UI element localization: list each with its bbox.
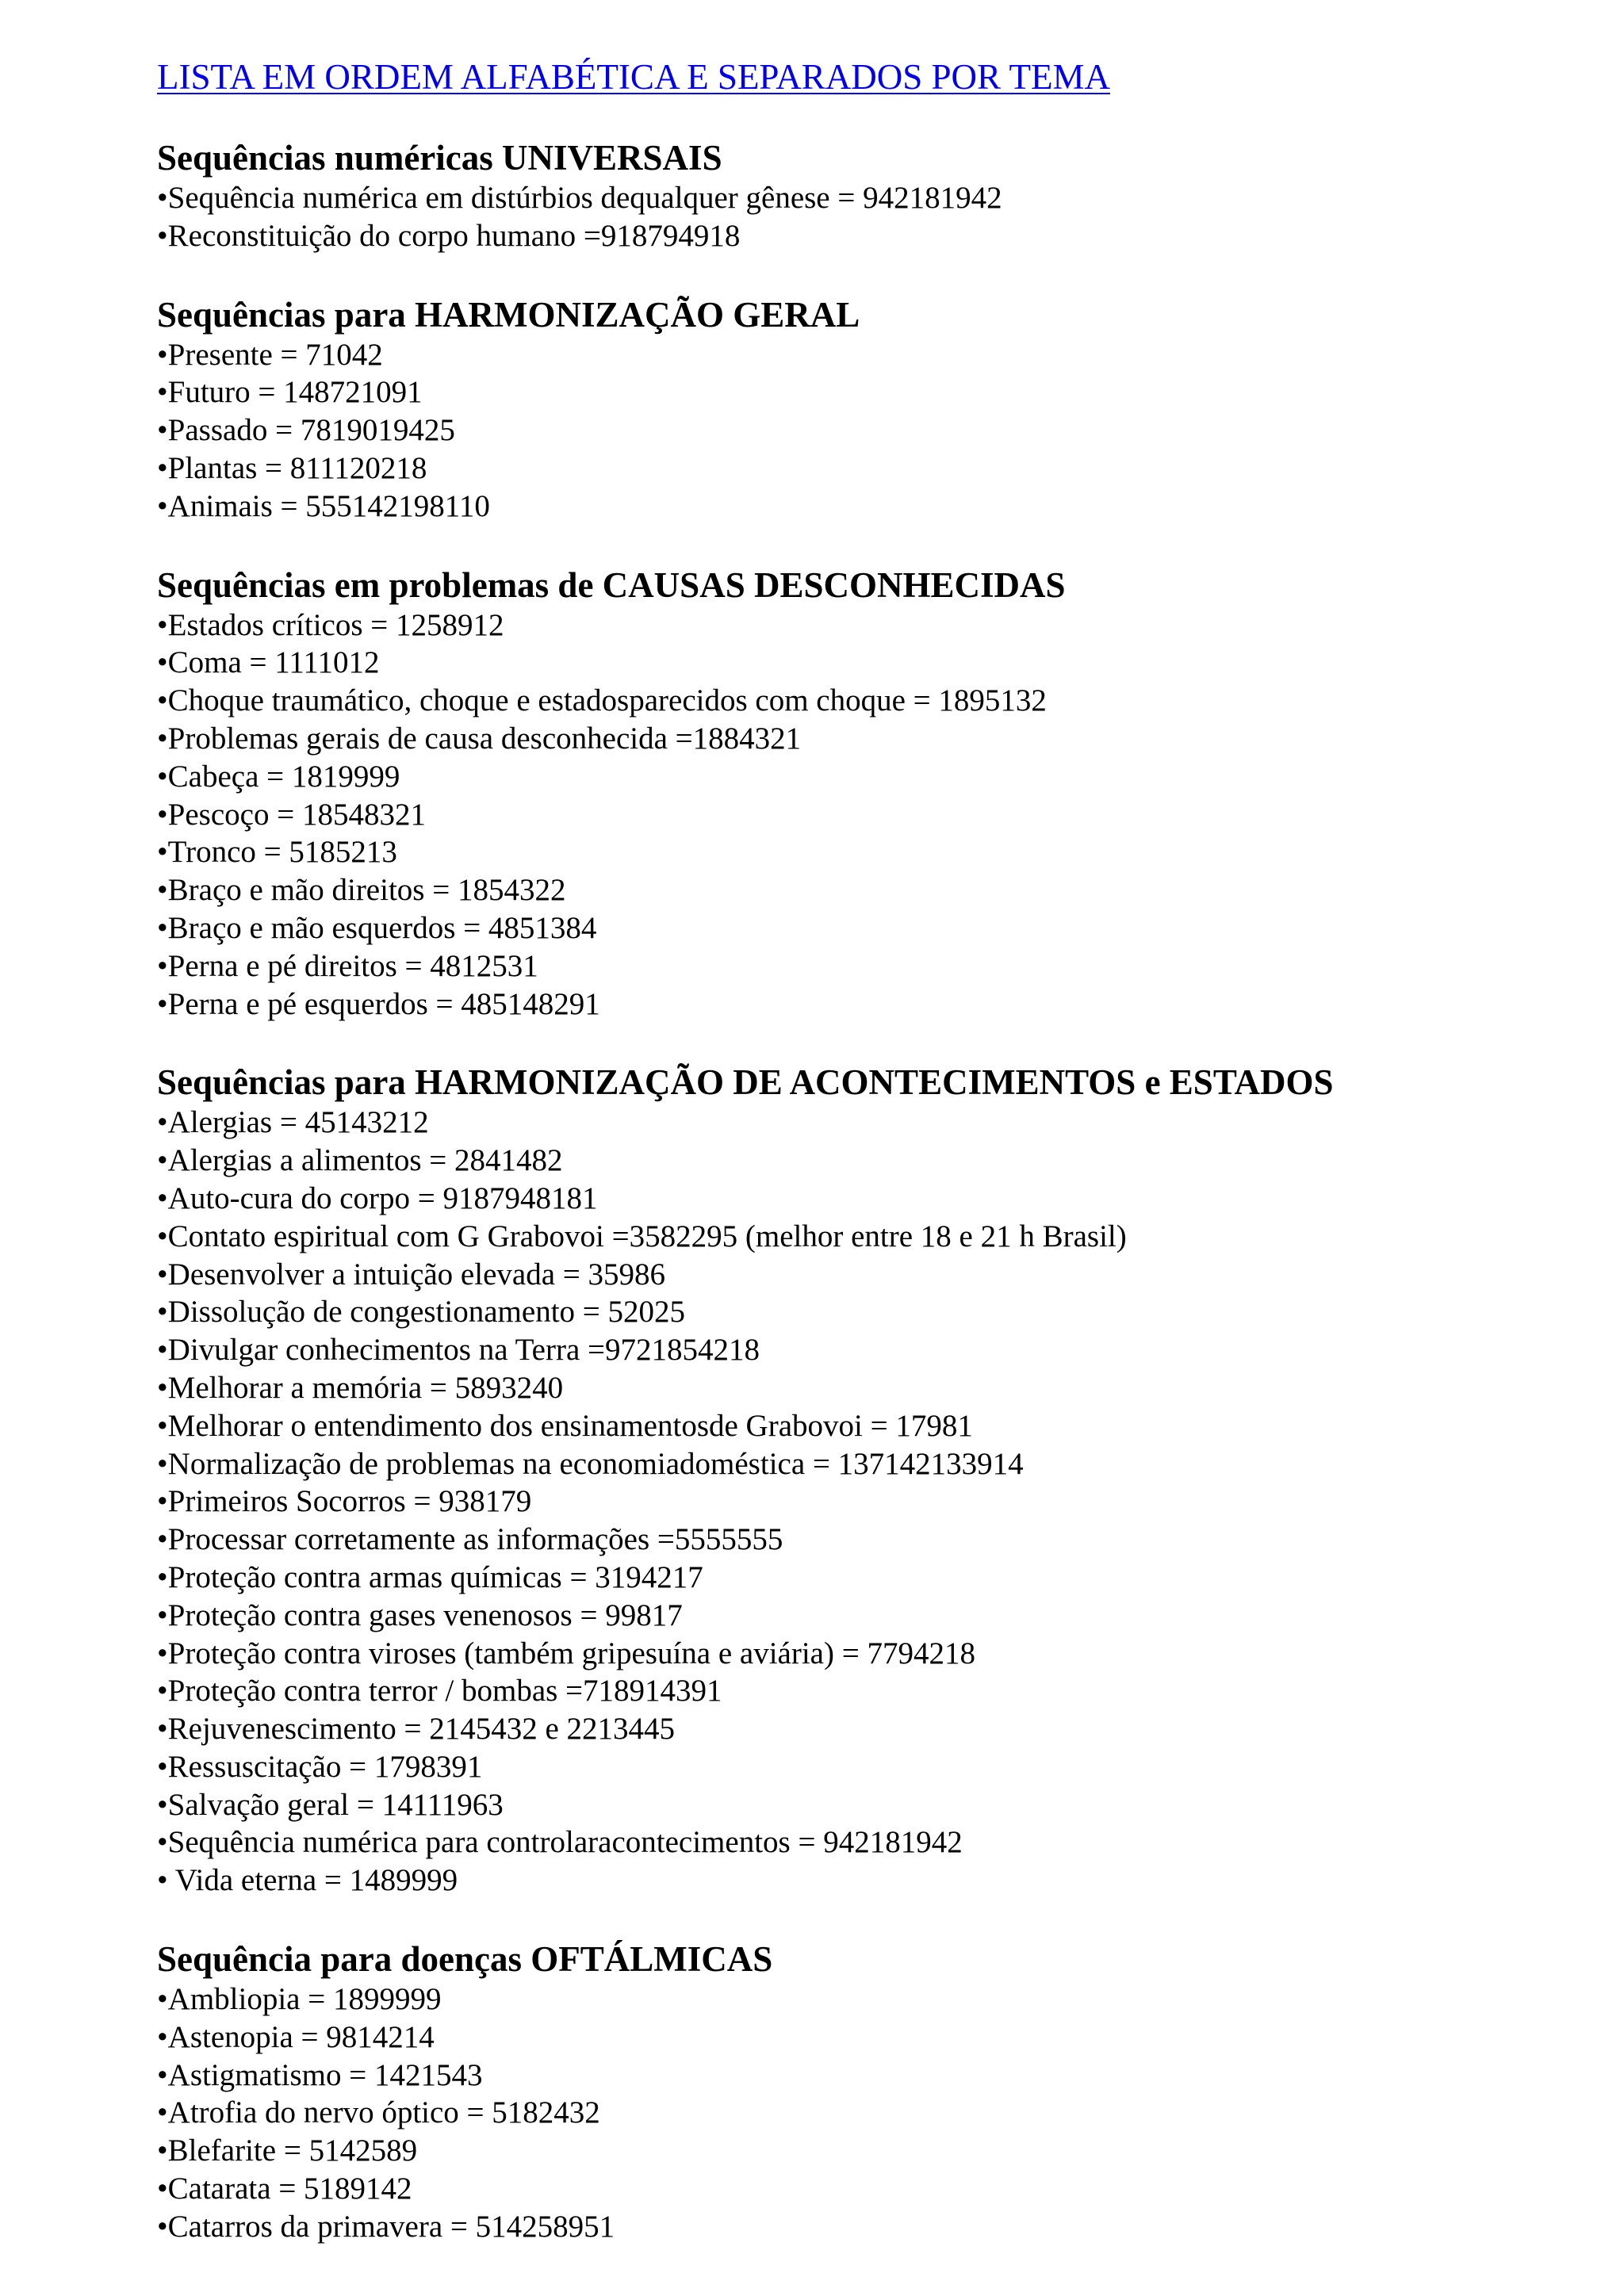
sequence-item: •Perna e pé esquerdos = 485148291 (157, 986, 600, 1021)
sequence-item: •Proteção contra gases venenosos = 99817 (157, 1598, 683, 1632)
sequence-item: •Plantas = 811120218 (157, 450, 427, 485)
sequence-item: •Alergias a alimentos = 2841482 (157, 1143, 563, 1178)
sequence-item: •Melhorar o entendimento dos ensinamentosde Grabovoi = 17981 (157, 1408, 973, 1443)
sequence-item: •Proteção contra terror / bombas =718914391 (157, 1674, 722, 1709)
document (157, 55, 1584, 2246)
sequence-item: •Braço e mão direitos = 1854322 (157, 873, 566, 908)
sequence-item: • Vida eterna = 1489999 (157, 1863, 458, 1898)
sequence-item: •Futuro = 148721091 (157, 375, 423, 410)
section-title: Sequências para HARMONIZAÇÃO DE ACONTECIMENTOS e ESTADOS (157, 1062, 1334, 1103)
sequence-item: •Astigmatismo = 1421543 (157, 2057, 483, 2092)
sequence-list (157, 336, 1584, 526)
section-title: Sequências em problemas de CAUSAS DESCONHECIDAS (157, 564, 1066, 605)
sequence-item: •Processar corretamente as informações =5555555 (157, 1522, 783, 1557)
sequence-item: •Sequência numérica em distúrbios dequalquer gênese = 942181942 (157, 181, 1002, 215)
sequence-item: •Braço e mão esquerdos = 4851384 (157, 910, 597, 945)
section-title: Sequência para doenças OFTÁLMICAS (157, 1939, 773, 1980)
sequence-item: •Catarata = 5189142 (157, 2172, 412, 2206)
sequence-item: •Desenvolver a intuição elevada = 35986 (157, 1257, 666, 1292)
sequence-item: •Astenopia = 9814214 (157, 2019, 435, 2054)
sequence-list (157, 607, 1584, 1024)
sequence-item: •Dissolução de congestionamento = 52025 (157, 1295, 686, 1330)
sequence-item: •Melhorar a memória = 5893240 (157, 1370, 564, 1405)
section-title: Sequências para HARMONIZAÇÃO GERAL (157, 294, 860, 335)
sequence-item: •Atrofia do nervo óptico = 5182432 (157, 2095, 600, 2130)
sequence-list (157, 1104, 1584, 1900)
sequence-item: •Presente = 71042 (157, 337, 383, 372)
sequence-item: •Proteção contra armas químicas = 3194217 (157, 1559, 703, 1594)
sequence-item: •Blefarite = 5142589 (157, 2133, 418, 2168)
sequence-item: •Problemas gerais de causa desconhecida =1884321 (157, 721, 802, 756)
sequence-item: •Coma = 1111012 (157, 645, 380, 680)
sequence-item: •Passado = 7819019425 (157, 413, 455, 448)
sequence-item: •Salvação geral = 14111963 (157, 1787, 504, 1822)
sequence-item: •Choque traumático, choque e estadosparecidos com choque = 1895132 (157, 683, 1047, 718)
sequence-item: •Reconstituição do corpo humano =918794918 (157, 218, 741, 253)
sequence-list (157, 1980, 1584, 2246)
sequence-item: •Ambliopia = 1899999 (157, 1982, 442, 2017)
sequence-item: •Contato espiritual com G Grabovoi =3582295 (melhor entre 18 e 21 h Brasil) (157, 1219, 1127, 1253)
section-title: Sequências numéricas UNIVERSAIS (157, 138, 722, 178)
section (157, 564, 1584, 1024)
sequence-item: •Pescoço = 18548321 (157, 797, 426, 832)
sequence-item: •Divulgar conhecimentos na Terra =9721854218 (157, 1333, 760, 1368)
sequence-item: •Normalização de problemas na economiadoméstica = 137142133914 (157, 1446, 1024, 1481)
sequence-item: •Tronco = 5185213 (157, 835, 397, 870)
sequence-item: •Rejuvenescimento = 2145432 e 2213445 (157, 1712, 676, 1747)
section (157, 1938, 1584, 2246)
sequence-item: •Sequência numérica para controlaracontecimentos = 942181942 (157, 1825, 963, 1860)
sequence-item: •Auto-cura do corpo = 9187948181 (157, 1181, 598, 1215)
sequence-item: •Animais = 555142198110 (157, 488, 490, 523)
title-link[interactable]: LISTA EM ORDEM ALFABÉTICA E SEPARADOS POR TEMA (157, 57, 1110, 97)
sequence-list (157, 179, 1584, 255)
section (157, 136, 1584, 255)
sequence-item: •Proteção contra viroses (também gripesuína e aviária) = 7794218 (157, 1636, 975, 1670)
sequence-item: •Ressuscitação = 1798391 (157, 1749, 483, 1784)
sequence-item: •Primeiros Socorros = 938179 (157, 1484, 532, 1519)
sections-container (157, 136, 1584, 2246)
sequence-item: •Catarros da primavera = 514258951 (157, 2209, 615, 2244)
sequence-item: •Perna e pé direitos = 4812531 (157, 948, 538, 983)
section (157, 1061, 1584, 1900)
sequence-item: •Estados críticos = 1258912 (157, 607, 504, 642)
section (157, 293, 1584, 526)
sequence-item: •Alergias = 45143212 (157, 1105, 429, 1140)
sequence-item: •Cabeça = 1819999 (157, 759, 400, 794)
